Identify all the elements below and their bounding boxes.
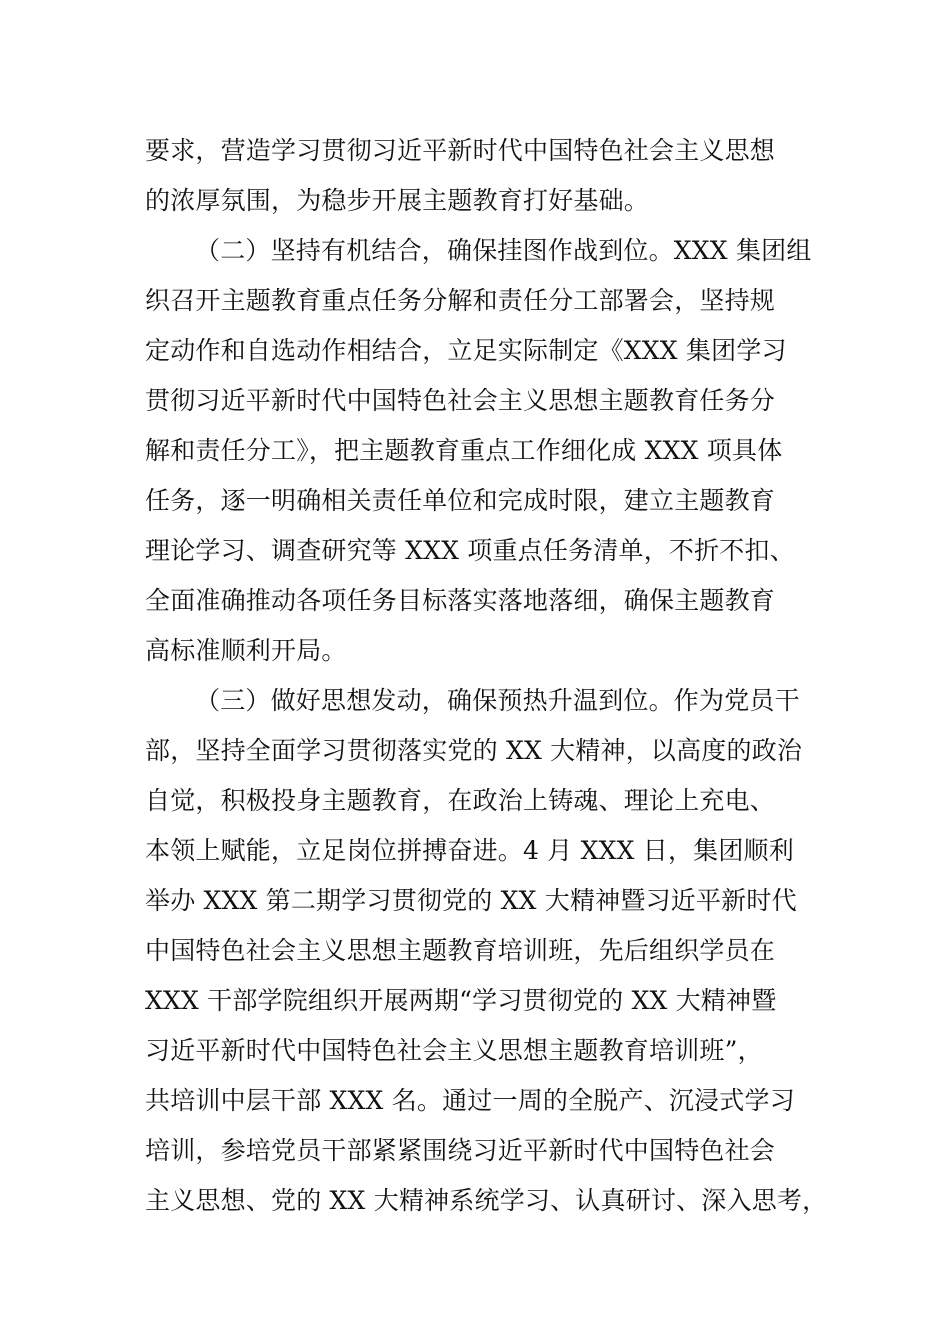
text-line: 主义思想、党的 XX 大精神系统学习、认真研讨、深入思考， — [145, 1186, 828, 1215]
text-line: 中国特色社会主义思想主题教育培训班，先后组织学员在 — [145, 936, 776, 965]
text-line: 共培训中层干部 XXX 名。通过一周的全脱产、沉浸式学习 — [145, 1086, 795, 1115]
paragraph-start-line: （三）做好思想发动，确保预热升温到位。作为党员干 — [195, 686, 800, 715]
text-line: 培训，参培党员干部紧紧围绕习近平新时代中国特色社会 — [145, 1136, 776, 1165]
paragraph-start-line: （二）坚持有机结合，确保挂图作战到位。XXX 集团组 — [195, 236, 812, 265]
text-line: 举办 XXX 第二期学习贯彻党的 XX 大精神暨习近平新时代 — [145, 886, 797, 915]
text-line: 织召开主题教育重点任务分解和责任分工部署会，坚持规 — [145, 286, 776, 315]
text-line: 本领上赋能，立足岗位拼搏奋进。4 月 XXX 日，集团顺利 — [145, 836, 794, 865]
text-line: XXX 干部学院组织开展两期“学习贯彻党的 XX 大精神暨 — [145, 986, 777, 1015]
text-line: 自觉，积极投身主题教育，在政治上铸魂、理论上充电、 — [145, 786, 776, 815]
text-line: 贯彻习近平新时代中国特色社会主义思想主题教育任务分 — [145, 386, 776, 415]
text-line: 的浓厚氛围，为稳步开展主题教育打好基础。 — [145, 186, 650, 215]
text-line: 要求，营造学习贯彻习近平新时代中国特色社会主义思想 — [145, 136, 776, 165]
text-line: 解和责任分工》，把主题教育重点工作细化成 XXX 项具体 — [145, 436, 783, 465]
text-line: 部，坚持全面学习贯彻落实党的 XX 大精神，以高度的政治 — [145, 736, 803, 765]
text-line: 高标准顺利开局。 — [145, 636, 347, 665]
text-line: 任务，逐一明确相关责任单位和完成时限，建立主题教育 — [145, 486, 776, 515]
text-line: 习近平新时代中国特色社会主义思想主题教育培训班”， — [145, 1036, 763, 1065]
text-line: 定动作和自选动作相结合，立足实际制定《XXX 集团学习 — [145, 336, 787, 365]
text-line: 全面准确推动各项任务目标落实落地落细，确保主题教育 — [145, 586, 776, 615]
text-line: 理论学习、调查研究等 XXX 项重点任务清单，不折不扣、 — [145, 536, 795, 565]
